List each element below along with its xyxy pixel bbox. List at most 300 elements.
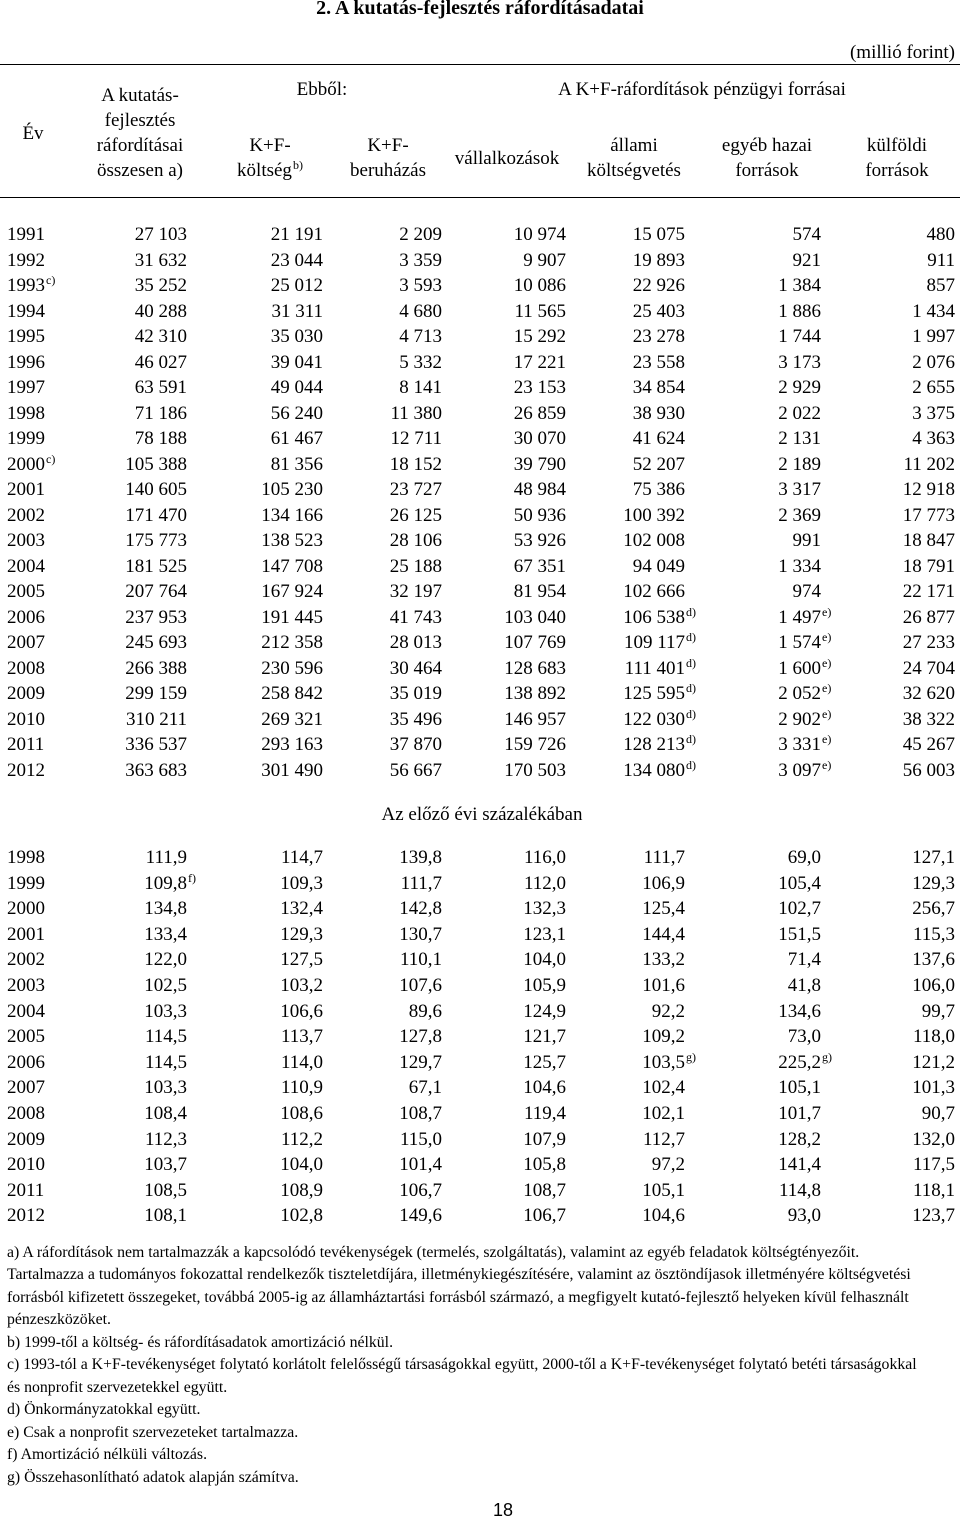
investment-cell [323, 758, 442, 784]
total-cell [60, 299, 187, 325]
other-domestic-cell [685, 706, 832, 733]
header-enterprises: vállalkozások [454, 147, 560, 169]
cell-value [399, 1101, 442, 1127]
cell-value [903, 452, 955, 478]
foreign-cell [821, 299, 955, 325]
cost-cell [187, 1050, 323, 1076]
cell-value [399, 350, 442, 376]
state-budget-cell [566, 845, 685, 871]
total-cell [60, 896, 187, 922]
value-text: 2 022 [778, 402, 821, 424]
other-domestic-cell [685, 324, 821, 350]
value-text: 111,9 [145, 847, 187, 868]
value-text: 42 310 [134, 326, 187, 347]
total-cell [60, 870, 196, 897]
footnote-marker: f) [188, 870, 196, 885]
value-text: 118,1 [912, 1179, 955, 1201]
foreign-cell [821, 732, 955, 758]
cost-cell [187, 973, 323, 999]
total-cell [60, 973, 187, 999]
state-budget-cell [566, 299, 685, 325]
value-text: 857 [926, 275, 955, 296]
enterprises-cell [442, 579, 566, 605]
cell-value [145, 1024, 187, 1050]
other-domestic-cell [685, 757, 832, 784]
cell-value [261, 477, 323, 503]
cell-value [778, 871, 821, 897]
year-text: 2008 [7, 657, 45, 679]
cell-value [788, 1203, 821, 1229]
cell-value [778, 681, 832, 707]
cell-value [144, 947, 187, 973]
value-text: 26 877 [902, 606, 955, 628]
cell-value [145, 1127, 187, 1153]
cell-value [261, 732, 323, 758]
footnote-marker: e) [822, 604, 832, 619]
value-text: 35 496 [389, 708, 442, 730]
value-text: 108,1 [144, 1205, 187, 1227]
footnote-marker: b) [292, 157, 303, 172]
value-text: 11 565 [514, 300, 566, 322]
cell-value [778, 503, 821, 529]
enterprises-cell [442, 426, 566, 452]
year-cell [0, 896, 60, 922]
footnote-marker: g) [822, 1049, 832, 1064]
footnote-line: e) Csak a nonprofit szervezeteket tartalmazza. [7, 1423, 299, 1441]
state-budget-cell [566, 922, 685, 948]
cell-value [778, 896, 821, 922]
value-text: 116,0 [523, 847, 566, 868]
enterprises-cell [442, 1178, 566, 1204]
value-text: 103,7 [144, 1154, 187, 1176]
value-text: 27 103 [134, 224, 187, 245]
cell-value [623, 706, 696, 733]
footnote-marker: e) [822, 630, 832, 644]
cell-value [280, 1203, 323, 1229]
value-text: 191 445 [261, 606, 323, 628]
other-domestic-cell [685, 681, 832, 707]
cell-value [390, 732, 442, 758]
cell-value [642, 896, 685, 922]
cell-value [144, 1075, 187, 1101]
cell-value [135, 299, 187, 325]
cell-value [125, 605, 187, 631]
state-budget-cell [566, 375, 685, 401]
cell-value [271, 375, 323, 401]
investment-cell [323, 1178, 442, 1204]
value-text: 53 926 [513, 530, 566, 551]
investment-cell [323, 1075, 442, 1101]
investment-cell [323, 477, 442, 503]
state-budget-cell [566, 350, 685, 376]
cell-value [144, 896, 187, 922]
cell-value [261, 630, 323, 656]
table-row [0, 1050, 955, 1076]
cell-value [523, 1050, 566, 1076]
cell-value [146, 845, 187, 871]
year-text: 2002 [7, 949, 45, 971]
cell-value [514, 350, 566, 376]
year-value [7, 1101, 45, 1127]
cell-value [903, 579, 955, 605]
value-text: 17 221 [513, 351, 566, 373]
cell-value [912, 1075, 955, 1101]
cell-value [778, 1152, 821, 1178]
cell-value [903, 503, 955, 529]
cell-value [514, 401, 566, 427]
year-cell [0, 732, 60, 758]
cell-value [271, 248, 323, 274]
cell-value [280, 922, 323, 948]
year-value [7, 732, 44, 758]
header-foreign-line: források [865, 159, 929, 181]
cell-value [125, 554, 187, 580]
enterprises-cell [442, 871, 566, 897]
value-text: 921 [792, 249, 821, 271]
table-row [0, 426, 955, 452]
table-row [0, 707, 955, 733]
value-text: 119,4 [523, 1102, 566, 1124]
state-budget-cell [566, 1024, 685, 1050]
year-text: 1999 [7, 428, 45, 449]
value-text: 41 743 [389, 606, 442, 628]
cell-value [644, 845, 685, 871]
table-row [0, 947, 955, 973]
cell-value [281, 1127, 323, 1153]
cell-value [145, 1050, 187, 1076]
footnote-line: a) A ráfordítások nem tartalmazzák a kapcsolódó tevékenységek (termelés, szolgáltatás), valamint az egyéb feladatok költségtényezőit. [7, 1243, 860, 1261]
header-total-line: összesen a) [97, 159, 183, 181]
foreign-cell [821, 973, 955, 999]
value-text: 112,2 [280, 1128, 323, 1150]
table-row [0, 732, 955, 758]
year-value [7, 707, 45, 733]
foreign-cell [821, 1075, 955, 1101]
value-text: 106,7 [523, 1205, 566, 1227]
investment-cell [323, 324, 442, 350]
value-text: 31 632 [134, 249, 187, 271]
value-text: 911 [927, 249, 955, 271]
value-text: 35 252 [134, 275, 187, 296]
cell-value [390, 426, 442, 452]
value-text: 105 230 [261, 479, 323, 500]
value-text: 111,7 [643, 847, 685, 868]
foreign-cell [821, 222, 955, 248]
footnote-line: d) Önkormányzatokkal együtt. [7, 1401, 201, 1419]
other-domestic-cell [685, 350, 821, 376]
cell-value [778, 452, 821, 478]
value-text: 48 984 [513, 479, 566, 500]
foreign-cell [821, 681, 955, 707]
cell-value [778, 375, 821, 401]
footnote-line: pénzeszközöket. [7, 1311, 111, 1329]
year-cell [0, 605, 60, 631]
year-cell [0, 845, 60, 871]
cell-value [903, 554, 955, 580]
value-text: 17 773 [902, 504, 955, 526]
cell-value [399, 896, 442, 922]
cell-value [271, 273, 323, 299]
year-text: 1996 [7, 351, 45, 373]
value-text: 37 870 [389, 734, 442, 755]
value-text: 108,6 [280, 1102, 323, 1124]
enterprises-cell [442, 452, 566, 478]
value-text: 56 240 [270, 402, 323, 424]
cell-value [280, 1101, 323, 1127]
value-text: 71 186 [134, 402, 187, 424]
value-text: 73,0 [787, 1026, 821, 1048]
value-text: 38 930 [632, 402, 685, 424]
enterprises-cell [442, 350, 566, 376]
other-domestic-cell [685, 1178, 821, 1204]
cell-value [633, 222, 685, 248]
header-cost-line: K+F- [249, 134, 291, 156]
value-text: 133,2 [642, 949, 685, 971]
other-domestic-cell [685, 1152, 821, 1178]
cell-value [922, 999, 955, 1025]
table-row [0, 681, 955, 707]
cost-cell [187, 477, 323, 503]
footnote-marker: d) [686, 604, 696, 619]
header-foreign-line: külföldi [866, 134, 928, 156]
cell-value [523, 1178, 566, 1204]
value-text: 138 523 [261, 530, 323, 551]
cell-value [135, 375, 187, 401]
value-text: 114,5 [144, 1026, 187, 1048]
value-text: 30 464 [389, 657, 442, 679]
table-row [0, 1127, 955, 1153]
value-text: 129,3 [280, 923, 323, 945]
footnote-marker: e) [822, 757, 832, 772]
cell-value [399, 1178, 442, 1204]
table-row [0, 579, 955, 605]
total-cell [60, 324, 187, 350]
state-budget-cell [566, 1203, 685, 1229]
value-text: 101,6 [642, 974, 685, 996]
cell-value [912, 299, 955, 325]
total-cell [60, 1127, 187, 1153]
enterprises-cell [442, 732, 566, 758]
cell-value [125, 681, 187, 707]
value-text: 125 595 [623, 683, 685, 704]
total-cell [60, 1178, 187, 1204]
value-text: 125,7 [523, 1051, 566, 1073]
foreign-cell [821, 248, 955, 274]
year-value [7, 350, 45, 376]
value-text: 991 [792, 530, 821, 551]
value-text: 25 012 [270, 275, 323, 296]
year-value [7, 222, 45, 248]
value-text: 106,0 [912, 974, 955, 996]
year-text: 1998 [7, 847, 45, 868]
foreign-cell [821, 1178, 955, 1204]
cell-value [400, 1127, 442, 1153]
year-text: 2012 [7, 1205, 45, 1227]
cell-value [514, 426, 566, 452]
other-domestic-cell [685, 503, 821, 529]
year-value [7, 1178, 44, 1204]
cost-cell [187, 1127, 323, 1153]
year-cell [0, 1178, 60, 1204]
state-budget-cell [566, 222, 685, 248]
enterprises-cell [442, 375, 566, 401]
cost-cell [187, 248, 323, 274]
year-value [7, 503, 45, 529]
value-text: 111,7 [400, 872, 442, 894]
year-text: 1991 [7, 224, 45, 245]
value-text: 245 693 [125, 632, 187, 653]
investment-cell [323, 1101, 442, 1127]
enterprises-cell [442, 503, 566, 529]
cell-value [788, 947, 821, 973]
total-cell [60, 1024, 187, 1050]
enterprises-cell [442, 947, 566, 973]
cell-value [271, 426, 323, 452]
value-text: 104,0 [523, 949, 566, 971]
value-text: 141,4 [778, 1154, 821, 1176]
value-text: 63 591 [134, 377, 187, 398]
cell-value [642, 922, 685, 948]
year-text: 2008 [7, 1102, 45, 1124]
cell-value [778, 999, 821, 1025]
cell-value [633, 375, 685, 401]
cell-value [633, 554, 685, 580]
table-row [0, 1152, 955, 1178]
footnote-line: forrásból kifizetett összegeket, továbbá 2005-ig az államháztartási forrásból származó, a megfigyelt kutató-fejlesztő helyeken kívül felhasznált [7, 1288, 909, 1306]
value-text: 159 726 [504, 734, 566, 755]
table-row [0, 758, 955, 784]
value-text: 574 [792, 224, 821, 245]
investment-cell [323, 605, 442, 631]
value-text: 56 667 [389, 759, 442, 781]
footnote-line: és nonprofit szervezetekkel együtt. [7, 1378, 228, 1396]
cell-value [623, 757, 696, 784]
cell-value [912, 324, 955, 350]
table-row [0, 656, 955, 682]
cell-value [144, 870, 196, 897]
value-text: 123,1 [523, 923, 566, 945]
cell-value [912, 375, 955, 401]
value-text: 134,6 [778, 1000, 821, 1022]
value-text: 1 497 [778, 606, 821, 628]
year-cell [0, 947, 60, 973]
enterprises-cell [442, 273, 566, 299]
cell-value [125, 656, 187, 682]
footnote-marker: d) [686, 681, 696, 695]
year-value [7, 248, 45, 274]
enterprises-cell [442, 324, 566, 350]
cell-value [261, 528, 323, 554]
value-text: 25 188 [389, 555, 442, 577]
cost-cell [187, 222, 323, 248]
investment-cell [323, 350, 442, 376]
cell-value [788, 973, 821, 999]
cell-value [913, 1152, 955, 1178]
other-domestic-cell [685, 554, 821, 580]
value-text: 105,4 [778, 872, 821, 894]
cell-value [623, 604, 696, 631]
cost-cell [187, 630, 323, 656]
cell-value [912, 845, 955, 871]
state-budget-cell [566, 273, 685, 299]
cell-value [633, 273, 685, 299]
value-text: 127,8 [399, 1026, 442, 1048]
cell-value [390, 758, 442, 784]
year-value [7, 1152, 45, 1178]
header-other-domestic-line: források [735, 159, 799, 181]
investment-cell [323, 1152, 442, 1178]
cell-value [778, 630, 832, 656]
header-year: Év [22, 122, 44, 144]
cell-value [135, 401, 187, 427]
value-text: 101,3 [912, 1077, 955, 1099]
enterprises-cell [442, 656, 566, 682]
year-text: 1994 [7, 300, 45, 322]
cell-value [903, 477, 955, 503]
investment-cell [323, 656, 442, 682]
cell-value [504, 605, 566, 631]
other-domestic-cell [685, 1024, 821, 1050]
cost-cell [187, 605, 323, 631]
investment-cell [323, 681, 442, 707]
investment-cell [323, 222, 442, 248]
value-text: 109 117 [623, 632, 685, 653]
other-domestic-cell [685, 999, 821, 1025]
year-text: 2007 [7, 1077, 45, 1099]
total-cell [60, 1152, 187, 1178]
cell-value [633, 452, 685, 478]
value-text: 225,2 [778, 1051, 821, 1073]
value-text: 3 359 [399, 249, 442, 271]
state-budget-cell [566, 1127, 685, 1153]
cell-value [135, 426, 187, 452]
cell-value [778, 706, 832, 733]
year-value [7, 273, 56, 299]
value-text: 105,1 [642, 1179, 685, 1201]
year-text: 2001 [7, 923, 45, 945]
cell-value [261, 707, 323, 733]
cell-value [524, 845, 566, 871]
cost-cell [187, 732, 323, 758]
cell-value [390, 579, 442, 605]
table-row [0, 477, 955, 503]
value-text: 46 027 [134, 351, 187, 373]
other-domestic-cell [685, 1127, 821, 1153]
cell-value [623, 681, 696, 707]
enterprises-cell [442, 973, 566, 999]
footnote-line: f) Amortizáció nélküli változás. [7, 1446, 208, 1464]
cell-value [280, 973, 323, 999]
table-row [0, 528, 955, 554]
cost-cell [187, 554, 323, 580]
state-budget-cell [566, 947, 685, 973]
table-row [0, 896, 955, 922]
state-budget-cell [566, 655, 696, 682]
year-text: 2005 [7, 1026, 45, 1048]
investment-cell [323, 426, 442, 452]
value-text: 1 384 [778, 275, 821, 296]
enterprises-cell [442, 554, 566, 580]
total-cell [60, 350, 187, 376]
cell-value [399, 273, 442, 299]
investment-cell [323, 896, 442, 922]
enterprises-cell [442, 845, 566, 871]
cell-value [523, 947, 566, 973]
cell-value [281, 1024, 323, 1050]
year-value [7, 324, 45, 350]
value-text: 1 600 [778, 657, 821, 679]
cost-cell [187, 273, 323, 299]
